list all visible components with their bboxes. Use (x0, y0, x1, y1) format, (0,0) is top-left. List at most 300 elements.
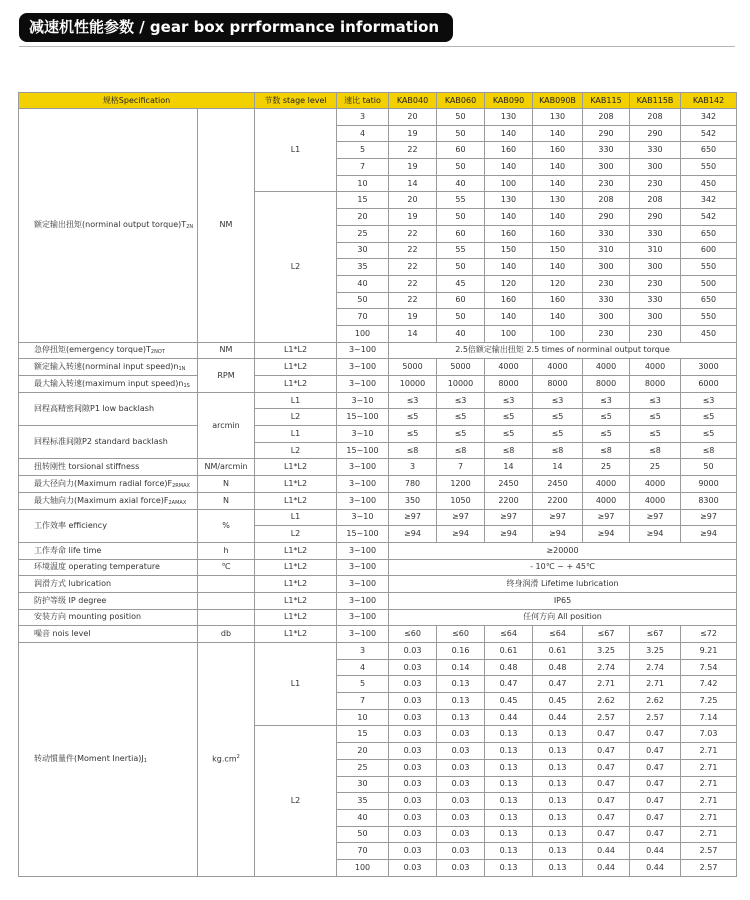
inertia-cell-text: 0.47 (597, 829, 615, 839)
low-backlash-l1-cell-text: ≤3 (551, 395, 564, 405)
radial-force-label-subscript: 2RMAX (172, 482, 190, 489)
inertia-cell (437, 743, 485, 760)
life-time-unit-text: h (223, 545, 229, 555)
inertia-cell-text: 0.47 (499, 679, 518, 689)
inertia-cell-text: 0.13 (499, 762, 518, 772)
torque-cell (437, 309, 485, 326)
torque-cell-text: 140 (549, 161, 566, 171)
lubrication-stage (255, 576, 337, 593)
maximum-speed-cell (533, 376, 583, 393)
torque-cell (533, 209, 583, 226)
maximum-speed-label-text: 最大输入转速(maximum input speed)n (34, 378, 184, 388)
inertia-cell-text: 2.57 (646, 712, 664, 722)
torque-cell (583, 159, 630, 176)
temperature-stage (255, 559, 337, 576)
noise-cell-text: ≤67 (646, 629, 664, 639)
torque-cell-text: 160 (500, 228, 517, 238)
temperature-label-text: 环境温度 operating temperature (34, 562, 160, 572)
inertia-cell (583, 776, 630, 793)
inertia-cell-text: 0.47 (597, 729, 615, 739)
torque-cell (681, 309, 737, 326)
torque-ratio-text: 50 (357, 295, 368, 305)
emergency-torque-row (19, 342, 737, 359)
inertia-cell-text: 0.47 (646, 796, 664, 806)
torque-cell-text: 650 (700, 295, 717, 305)
temperature-row (19, 559, 737, 576)
stiffness-ratio-text: 3~100 (348, 462, 377, 472)
stiffness-cell-text: 14 (503, 462, 514, 472)
axial-force-cell-text: 2200 (498, 495, 519, 505)
speed-unit (198, 359, 255, 392)
standard-backlash-l2-cell-text: ≤8 (600, 445, 612, 455)
ip-degree-ratio (337, 592, 389, 609)
torque-cell-text: 140 (500, 161, 517, 171)
torque-cell-text: 130 (549, 195, 566, 205)
axial-force-cell (630, 492, 681, 509)
torque-cell (533, 159, 583, 176)
noise-cell (681, 626, 737, 643)
inertia-cell (437, 809, 485, 826)
axial-force-cell (583, 492, 630, 509)
torque-cell-text: 22 (407, 278, 418, 288)
torque-cell-text: 290 (647, 128, 663, 138)
inertia-cell-text: 0.13 (499, 729, 518, 739)
inertia-cell (681, 743, 737, 760)
low-backlash-l2-cell-text: ≤5 (502, 412, 515, 422)
torque-cell-text: 208 (647, 111, 663, 121)
inertia-stage-l2-text: L2 (290, 796, 301, 806)
header-spec-text: 规格Specification (102, 95, 171, 105)
torque-cell (437, 292, 485, 309)
torque-cell (681, 175, 737, 192)
torque-cell (583, 142, 630, 159)
radial-force-cell-text: 4000 (644, 478, 666, 488)
maximum-speed-ratio-text: 3~100 (348, 378, 377, 388)
torque-cell (389, 225, 437, 242)
maximum-speed-cell-text: 8000 (595, 378, 617, 388)
inertia-cell-text: 2.71 (699, 745, 718, 755)
standard-backlash-l1-cell-text: ≤5 (406, 428, 419, 438)
inertia-cell (485, 676, 533, 693)
radial-force-cell-text: 780 (404, 478, 421, 488)
header-model-text: KAB142 (692, 95, 725, 105)
nominal-speed-cell (681, 359, 737, 376)
torque-cell (389, 142, 437, 159)
noise-cell-text: ≤60 (452, 629, 469, 639)
torque-cell-text: 550 (700, 161, 717, 171)
inertia-cell-text: 0.44 (597, 862, 615, 872)
torque-cell-text: 19 (407, 312, 418, 322)
nominal-speed-stage (255, 359, 337, 376)
efficiency-l2-cell (389, 526, 437, 543)
torque-cell (437, 109, 485, 126)
inertia-cell-text: 0.13 (548, 745, 567, 755)
torque-cell-text: 19 (407, 211, 418, 221)
inertia-cell-text: 0.47 (646, 745, 664, 755)
header-model-text: KAB090 (492, 95, 525, 105)
torque-cell-text: 22 (407, 245, 418, 255)
inertia-cell-text: 0.47 (597, 762, 615, 772)
inertia-cell-text: 7.54 (699, 662, 718, 672)
torque-ratio-text: 15 (357, 195, 368, 205)
standard-backlash-l2-cell (437, 442, 485, 459)
torque-cell (681, 242, 737, 259)
inertia-cell-text: 0.13 (451, 679, 470, 689)
inertia-cell (583, 659, 630, 676)
stiffness-cell (533, 459, 583, 476)
radial-force-ratio-text: 3~100 (348, 478, 377, 488)
inertia-cell-text: 2.71 (646, 679, 664, 689)
radial-force-cell-text: 9000 (698, 478, 719, 488)
efficiency-ratio-l2 (337, 526, 389, 543)
inertia-cell-text: 2.71 (699, 796, 718, 806)
torque-cell (681, 109, 737, 126)
inertia-cell (681, 809, 737, 826)
torque-cell (485, 159, 533, 176)
inertia-cell-text: 0.47 (548, 679, 567, 689)
inertia-cell-text: 0.03 (403, 796, 422, 806)
mounting-label (19, 609, 198, 626)
inertia-cell (437, 859, 485, 876)
inertia-cell-text: 0.13 (499, 862, 518, 872)
inertia-cell (533, 643, 583, 660)
inertia-cell-text: 2.74 (646, 662, 664, 672)
inertia-cell-text: 0.03 (403, 762, 422, 772)
inertia-unit-text: kg.cm (212, 754, 237, 764)
efficiency-l1-cell-text: ≥97 (646, 512, 664, 522)
standard-backlash-ratio-l2-text: 15~100 (346, 445, 379, 455)
inertia-cell-text: 2.57 (597, 712, 615, 722)
torque-cell-text: 40 (455, 328, 466, 338)
torque-ratio (337, 275, 389, 292)
torque-cell (437, 325, 485, 342)
emergency-torque-value-text: 2.5倍额定输出扭矩 2.5 times of norminal output torque (455, 345, 670, 355)
emergency-torque-unit-text: NM (219, 345, 233, 355)
inertia-cell (389, 859, 437, 876)
life-time-value (389, 542, 737, 559)
inertia-cell-text: 0.61 (548, 645, 567, 655)
inertia-ratio-text: 50 (357, 829, 368, 839)
torque-cell (583, 175, 630, 192)
inertia-cell (485, 659, 533, 676)
inertia-cell-text: 0.47 (646, 762, 664, 772)
inertia-cell-text: 0.16 (451, 645, 470, 655)
inertia-cell-text: 0.44 (597, 846, 615, 856)
inertia-cell (630, 843, 681, 860)
maximum-speed-ratio (337, 376, 389, 393)
inertia-cell-text: 0.45 (499, 695, 518, 705)
torque-cell (630, 109, 681, 126)
backlash-unit (198, 392, 255, 459)
low-backlash-label-text: 回程高精密间隙P1 low backlash (34, 403, 155, 413)
inertia-ratio (337, 676, 389, 693)
efficiency-l2-cell-text: ≥94 (452, 529, 469, 539)
maximum-speed-cell (630, 376, 681, 393)
torque-cell-text: 55 (455, 245, 466, 255)
mounting-value (389, 609, 737, 626)
torque-cell (437, 209, 485, 226)
low-backlash-l1-cell-text: ≤3 (600, 395, 612, 405)
inertia-cell (583, 693, 630, 710)
emergency-torque-unit (198, 342, 255, 359)
inertia-cell-text: 0.03 (451, 745, 470, 755)
torque-cell (533, 325, 583, 342)
inertia-cell (630, 793, 681, 810)
torque-label-text: 额定输出扭矩(norminal output torque)T (34, 220, 187, 230)
emergency-torque-ratio (337, 342, 389, 359)
inertia-cell-text: 0.03 (451, 862, 470, 872)
ip-degree-unit (198, 592, 255, 609)
torque-ratio (337, 309, 389, 326)
speed-unit-text: RPM (217, 370, 235, 380)
axial-force-cell (533, 492, 583, 509)
maximum-speed-cell (583, 376, 630, 393)
axial-force-cell (485, 492, 533, 509)
inertia-cell (583, 759, 630, 776)
torque-cell-text: 120 (549, 278, 566, 288)
inertia-cell-text: 0.13 (499, 846, 518, 856)
inertia-cell-text: 0.44 (646, 846, 664, 856)
standard-backlash-l1-row (19, 426, 737, 443)
torque-label (19, 109, 198, 343)
low-backlash-l2-cell-text: ≤5 (454, 412, 467, 422)
torque-cell (437, 275, 485, 292)
stiffness-cell (485, 459, 533, 476)
stiffness-stage-text: L1*L2 (283, 462, 308, 472)
inertia-cell (533, 859, 583, 876)
torque-cell-text: 542 (700, 128, 717, 138)
standard-backlash-label (19, 426, 198, 459)
torque-cell (630, 142, 681, 159)
maximum-speed-stage (255, 376, 337, 393)
torque-ratio-text: 100 (354, 328, 371, 338)
torque-row (19, 109, 737, 126)
stiffness-unit-text: NM/arcmin (204, 462, 248, 472)
standard-backlash-stage-l2-text: L2 (290, 445, 301, 455)
torque-cell (630, 209, 681, 226)
inertia-cell (485, 709, 533, 726)
nominal-speed-cell-text: 5000 (402, 362, 423, 372)
standard-backlash-l1-cell (630, 426, 681, 443)
low-backlash-l1-cell (583, 392, 630, 409)
radial-force-cell-text: 4000 (595, 478, 617, 488)
title-divider (19, 46, 735, 47)
noise-cell-text: ≤64 (549, 629, 566, 639)
inertia-ratio-text: 5 (359, 679, 366, 689)
torque-cell-text: 450 (700, 328, 717, 338)
temperature-ratio (337, 559, 389, 576)
torque-cell (630, 159, 681, 176)
torque-cell-text: 300 (598, 262, 614, 272)
low-backlash-ratio-l2 (337, 409, 389, 426)
efficiency-ratio-l1 (337, 509, 389, 526)
maximum-speed-cell (437, 376, 485, 393)
torque-cell-text: 342 (700, 111, 717, 121)
inertia-cell-text: 0.13 (499, 829, 518, 839)
header-stage (255, 93, 337, 109)
torque-cell-text: 650 (700, 145, 717, 155)
torque-cell (583, 292, 630, 309)
standard-backlash-l1-cell (583, 426, 630, 443)
noise-unit-text: db (220, 629, 232, 639)
inertia-cell-text: 0.03 (451, 829, 470, 839)
torque-cell (389, 309, 437, 326)
torque-stage-l2-text: L2 (290, 262, 301, 272)
low-backlash-l1-cell (533, 392, 583, 409)
inertia-ratio (337, 843, 389, 860)
torque-ratio-text: 25 (357, 228, 368, 238)
stiffness-cell (583, 459, 630, 476)
ip-degree-value (389, 592, 737, 609)
header-ratio-text: 速比 tatio (344, 95, 381, 105)
maximum-speed-cell-text: 6000 (698, 378, 719, 388)
low-backlash-l1-cell (485, 392, 533, 409)
torque-ratio-text: 70 (357, 312, 368, 322)
efficiency-ratio-l2-text: 15~100 (346, 529, 379, 539)
standard-backlash-l1-cell-text: ≤5 (502, 428, 515, 438)
torque-cell-text: 140 (500, 312, 517, 322)
inertia-cell (533, 759, 583, 776)
torque-cell-text: 600 (700, 245, 717, 255)
axial-force-cell (389, 492, 437, 509)
torque-cell (485, 242, 533, 259)
inertia-cell-text: 0.03 (451, 729, 470, 739)
torque-cell-text: 300 (647, 161, 663, 171)
torque-cell (533, 309, 583, 326)
nominal-speed-cell (630, 359, 681, 376)
inertia-label-subscript: 1 (143, 758, 147, 765)
ip-degree-stage (255, 592, 337, 609)
torque-ratio-text: 40 (357, 278, 368, 288)
inertia-cell (630, 859, 681, 876)
torque-ratio-text: 7 (359, 161, 366, 171)
inertia-cell (681, 759, 737, 776)
inertia-cell-text: 0.03 (403, 779, 422, 789)
inertia-cell (681, 693, 737, 710)
low-backlash-l1-cell (630, 392, 681, 409)
torque-cell-text: 230 (598, 278, 614, 288)
torque-cell-text: 300 (647, 312, 663, 322)
inertia-cell (389, 826, 437, 843)
torque-cell (630, 192, 681, 209)
lubrication-ratio-text: 3~100 (348, 579, 377, 589)
inertia-cell (485, 793, 533, 810)
torque-ratio (337, 325, 389, 342)
efficiency-l1-row (19, 509, 737, 526)
inertia-cell-text: 0.47 (646, 829, 664, 839)
torque-cell-text: 230 (598, 178, 614, 188)
radial-force-unit-text: N (223, 478, 229, 488)
torque-cell (485, 325, 533, 342)
torque-cell-text: 300 (598, 312, 614, 322)
torque-cell-text: 330 (598, 145, 614, 155)
radial-force-cell (389, 476, 437, 493)
torque-cell-text: 290 (598, 128, 614, 138)
noise-cell-text: ≤64 (500, 629, 517, 639)
inertia-ratio (337, 693, 389, 710)
torque-cell-text: 150 (549, 245, 566, 255)
efficiency-l2-cell (533, 526, 583, 543)
torque-cell-text: 50 (455, 312, 466, 322)
inertia-cell (533, 793, 583, 810)
standard-backlash-l2-cell (485, 442, 533, 459)
inertia-label (19, 643, 198, 877)
axial-force-stage-text: L1*L2 (283, 495, 308, 505)
radial-force-cell (437, 476, 485, 493)
stiffness-ratio (337, 459, 389, 476)
torque-cell-text: 140 (500, 262, 517, 272)
efficiency-label-text: 工作效率 efficiency (34, 520, 107, 530)
inertia-cell-text: 0.13 (451, 695, 470, 705)
low-backlash-l1-cell (681, 392, 737, 409)
inertia-ratio-text: 100 (354, 862, 371, 872)
torque-stage-l2 (255, 192, 337, 342)
temperature-label (19, 559, 198, 576)
stiffness-cell-text: 25 (600, 462, 612, 472)
stiffness-cell-text: 14 (552, 462, 563, 472)
axial-force-ratio (337, 492, 389, 509)
standard-backlash-stage-l1-text: L1 (290, 428, 301, 438)
emergency-torque-label (19, 342, 198, 359)
inertia-cell-text: 2.74 (597, 662, 615, 672)
axial-force-cell-text: 4000 (644, 495, 666, 505)
header-ratio (337, 93, 389, 109)
torque-cell-text: 650 (700, 228, 717, 238)
inertia-cell-text: 0.03 (403, 695, 422, 705)
torque-unit (198, 109, 255, 343)
standard-backlash-l1-cell-text: ≤5 (702, 428, 715, 438)
efficiency-l1-cell-text: ≥97 (500, 512, 517, 522)
noise-unit (198, 626, 255, 643)
header-model (630, 93, 681, 109)
life-time-stage-text: L1*L2 (283, 545, 308, 555)
inertia-cell-text: 0.13 (548, 846, 567, 856)
noise-cell (485, 626, 533, 643)
torque-cell (681, 325, 737, 342)
torque-cell (389, 242, 437, 259)
radial-force-unit (198, 476, 255, 493)
nominal-speed-label-subscript: 1N (178, 366, 186, 373)
torque-cell (485, 275, 533, 292)
header-model (533, 93, 583, 109)
mounting-ratio-text: 3~100 (348, 612, 377, 622)
inertia-cell (389, 843, 437, 860)
torque-cell (533, 192, 583, 209)
life-time-ratio-text: 3~100 (348, 545, 377, 555)
standard-backlash-l2-cell (533, 442, 583, 459)
inertia-ratio-text: 25 (357, 762, 368, 772)
standard-backlash-l2-cell (630, 442, 681, 459)
efficiency-l2-cell (630, 526, 681, 543)
inertia-cell (485, 776, 533, 793)
torque-cell (583, 325, 630, 342)
low-backlash-ratio-l1-text: 3~10 (351, 395, 374, 405)
axial-force-stage (255, 492, 337, 509)
inertia-cell-text: 2.57 (699, 862, 718, 872)
noise-cell (533, 626, 583, 643)
inertia-cell-text: 0.03 (403, 679, 422, 689)
header-row (19, 93, 737, 109)
inertia-row (19, 643, 737, 660)
torque-ratio-text: 4 (359, 128, 366, 138)
inertia-cell (389, 643, 437, 660)
temperature-unit (198, 559, 255, 576)
nominal-speed-label (19, 359, 198, 376)
torque-cell (681, 292, 737, 309)
inertia-unit (198, 643, 255, 877)
standard-backlash-l2-cell-text: ≤8 (406, 445, 419, 455)
nominal-speed-cell-text: 4000 (595, 362, 617, 372)
